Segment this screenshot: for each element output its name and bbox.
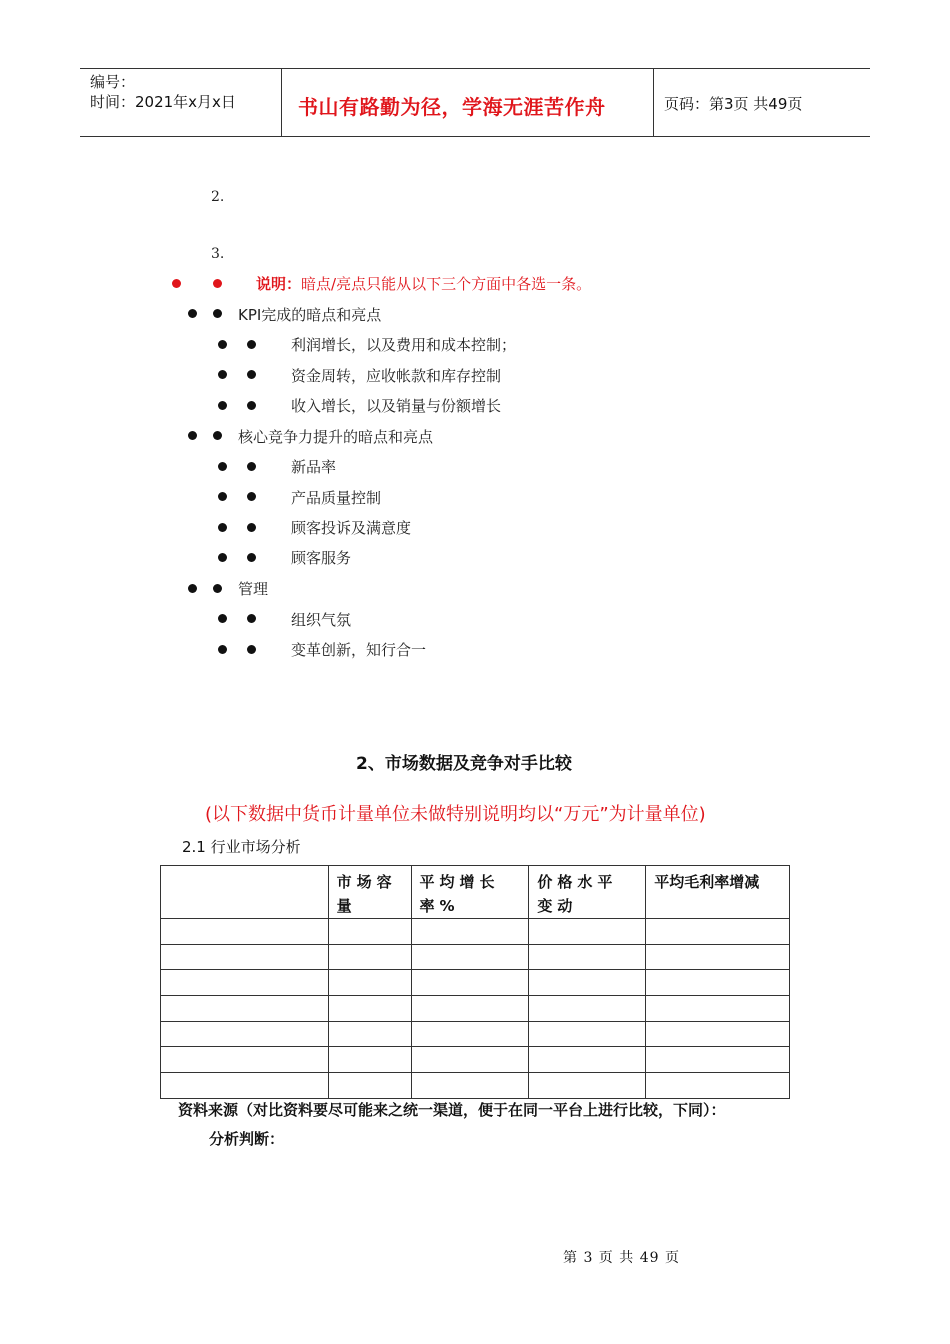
list-item: 新品率 bbox=[291, 458, 337, 476]
table-header-cell: 平均毛利率增减 bbox=[646, 866, 790, 919]
table-cell bbox=[411, 996, 529, 1022]
note-line bbox=[256, 273, 591, 294]
page-header bbox=[80, 68, 870, 137]
document-number-label: 编号： bbox=[90, 73, 136, 91]
bullet-icon bbox=[218, 370, 227, 379]
table-row bbox=[161, 919, 790, 945]
table-cell bbox=[529, 944, 646, 970]
table-body bbox=[161, 919, 790, 1099]
bullet-icon bbox=[188, 584, 197, 593]
bullet-icon bbox=[247, 645, 256, 654]
list-item: 产品质量控制 bbox=[291, 489, 382, 507]
table-row bbox=[161, 1021, 790, 1047]
page-footer: 第 3 页 共 49 页 bbox=[563, 1250, 680, 1266]
bullet-icon bbox=[213, 309, 222, 318]
bullet-icon bbox=[247, 340, 256, 349]
header-motto: 书山有路勤为径，学海无涯苦作舟 bbox=[298, 95, 606, 119]
table-cell bbox=[646, 1021, 790, 1047]
list-item: 利润增长，以及费用和成本控制； bbox=[291, 336, 517, 354]
table-cell bbox=[646, 919, 790, 945]
table-cell bbox=[646, 996, 790, 1022]
header-motto-cell bbox=[282, 69, 654, 136]
table-row bbox=[161, 1047, 790, 1073]
unit-note: (以下数据中货币计量单位未做特别说明均以“万元”为计量单位) bbox=[205, 804, 706, 825]
group-label-competitiveness: 核心竞争力提升的暗点和亮点 bbox=[238, 428, 434, 446]
table-cell bbox=[161, 944, 329, 970]
table-cell bbox=[161, 1021, 329, 1047]
bullet-icon bbox=[188, 309, 197, 318]
bullet-icon bbox=[218, 645, 227, 654]
bullet-icon bbox=[218, 492, 227, 501]
table-cell bbox=[646, 944, 790, 970]
table-cell bbox=[328, 1047, 411, 1073]
table-cell bbox=[646, 1073, 790, 1099]
table-cell bbox=[411, 1021, 529, 1047]
table-cell bbox=[411, 1047, 529, 1073]
bullet-icon bbox=[172, 279, 181, 288]
list-item: 顾客服务 bbox=[291, 549, 352, 567]
bullet-icon bbox=[247, 370, 256, 379]
table-header-cell: 平均增长率% bbox=[411, 866, 529, 919]
table-cell bbox=[161, 1047, 329, 1073]
bullet-icon bbox=[218, 462, 227, 471]
list-item: 变革创新，知行合一 bbox=[291, 641, 427, 659]
bullet-icon bbox=[218, 340, 227, 349]
table-cell bbox=[646, 970, 790, 996]
table-cell bbox=[411, 944, 529, 970]
table-cell bbox=[411, 970, 529, 996]
table-row bbox=[161, 944, 790, 970]
header-page-cell bbox=[654, 69, 870, 136]
source-line: 资料来源（对比资料要尽可能来之统一渠道，便于在同一平台上进行比较，下同）： bbox=[178, 1101, 726, 1119]
bullet-icon bbox=[213, 279, 222, 288]
table-cell bbox=[646, 1047, 790, 1073]
subsection-title: 2.1 行业市场分析 bbox=[182, 838, 301, 856]
header-meta-cell bbox=[80, 69, 282, 136]
table-cell bbox=[411, 919, 529, 945]
bullet-icon bbox=[218, 523, 227, 532]
table-cell bbox=[161, 1073, 329, 1099]
bullet-icon bbox=[218, 614, 227, 623]
bullet-icon bbox=[247, 523, 256, 532]
table-header-row bbox=[161, 866, 790, 919]
table-cell bbox=[328, 919, 411, 945]
bullet-icon bbox=[247, 614, 256, 623]
group-label-kpi: KPI完成的暗点和亮点 bbox=[238, 306, 382, 324]
note-label: 说明： bbox=[256, 275, 302, 293]
bullet-icon bbox=[247, 553, 256, 562]
bullet-icon bbox=[218, 553, 227, 562]
table-cell bbox=[161, 970, 329, 996]
bullet-icon bbox=[247, 492, 256, 501]
list-item: 组织气氛 bbox=[291, 611, 352, 629]
table-cell bbox=[328, 1021, 411, 1047]
table-row bbox=[161, 970, 790, 996]
table-cell bbox=[529, 1047, 646, 1073]
document-time-label: 时间：2021年x月x日 bbox=[90, 93, 236, 111]
note-text: 暗点/亮点只能从以下三个方面中各选一条。 bbox=[301, 275, 592, 293]
table-header-cell bbox=[161, 866, 329, 919]
table-cell bbox=[328, 996, 411, 1022]
analysis-label: 分析判断： bbox=[209, 1130, 285, 1148]
bullet-icon bbox=[213, 584, 222, 593]
bullet-icon bbox=[247, 462, 256, 471]
table-cell bbox=[161, 919, 329, 945]
bullet-icon bbox=[218, 401, 227, 410]
table-row bbox=[161, 996, 790, 1022]
table-header-cell: 市场容量 bbox=[328, 866, 411, 919]
bullet-icon bbox=[247, 401, 256, 410]
list-item: 顾客投诉及满意度 bbox=[291, 519, 412, 537]
section-title: 2、市场数据及竞争对手比较 bbox=[356, 754, 572, 774]
table-header-cell: 价格水平变动 bbox=[529, 866, 646, 919]
market-analysis-table bbox=[160, 865, 790, 1099]
table-cell bbox=[328, 1073, 411, 1099]
group-label-management: 管理 bbox=[238, 580, 269, 598]
table-row bbox=[161, 1073, 790, 1099]
table-cell bbox=[529, 996, 646, 1022]
numbered-item-2: 2. bbox=[211, 189, 225, 205]
table-cell bbox=[529, 1021, 646, 1047]
numbered-item-3: 3. bbox=[211, 246, 225, 262]
table-cell bbox=[161, 996, 329, 1022]
bullet-icon bbox=[188, 431, 197, 440]
table-cell bbox=[529, 919, 646, 945]
bullet-icon bbox=[213, 431, 222, 440]
list-item: 收入增长，以及销量与份额增长 bbox=[291, 397, 502, 415]
table-cell bbox=[328, 970, 411, 996]
table-cell bbox=[529, 1073, 646, 1099]
header-page-info: 页码：第3页 共49页 bbox=[664, 95, 803, 113]
table-cell bbox=[529, 970, 646, 996]
table-cell bbox=[328, 944, 411, 970]
table-cell bbox=[411, 1073, 529, 1099]
list-item: 资金周转，应收帐款和库存控制 bbox=[291, 367, 502, 385]
